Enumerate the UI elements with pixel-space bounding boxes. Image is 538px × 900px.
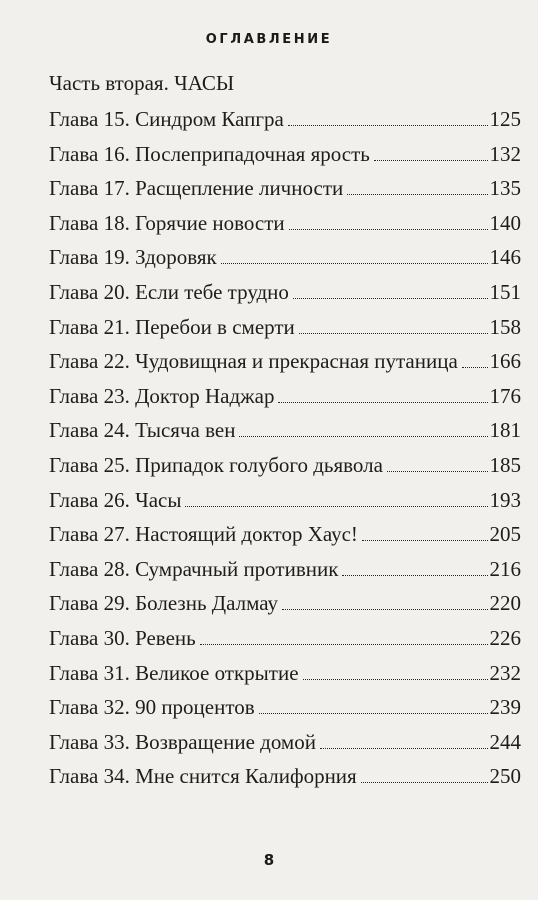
toc-entry-page: 158 bbox=[489, 314, 521, 339]
toc-entry-page: 244 bbox=[489, 729, 521, 754]
toc-entry bbox=[49, 278, 521, 313]
toc-entry-title: Глава 30. Ревень bbox=[49, 625, 196, 650]
toc-entry bbox=[49, 624, 521, 659]
toc-entry-title: Глава 29. Болезнь Далмау bbox=[49, 591, 278, 616]
toc-entry-page: 146 bbox=[489, 245, 521, 270]
toc-entry-title: Глава 34. Мне снится Калифорния bbox=[49, 764, 357, 789]
toc-dot-leader bbox=[303, 679, 488, 680]
toc-entry-page: 216 bbox=[489, 556, 521, 581]
toc-entry-page: 205 bbox=[489, 522, 521, 547]
toc-entry-page: 185 bbox=[489, 452, 521, 477]
toc-entry-title: Глава 23. Доктор Наджар bbox=[49, 383, 275, 408]
part-title: Часть вторая. ЧАСЫ bbox=[49, 71, 235, 95]
toc-entry-page: 151 bbox=[489, 279, 521, 304]
toc-entry bbox=[49, 728, 521, 763]
toc-entry bbox=[49, 762, 521, 797]
toc-dot-leader bbox=[347, 194, 487, 195]
toc-entry-title: Глава 15. Синдром Капгра bbox=[49, 107, 284, 131]
toc-dot-leader bbox=[282, 609, 488, 610]
toc-entry-page: 140 bbox=[489, 210, 521, 235]
toc-entry bbox=[49, 174, 521, 209]
toc-entry-page: 232 bbox=[489, 660, 521, 685]
toc-entry bbox=[49, 313, 521, 348]
toc-dot-leader bbox=[288, 125, 488, 126]
toc-entry-title: Глава 26. Часы bbox=[49, 487, 182, 512]
toc-entry-title: Глава 24. Тысяча вен bbox=[49, 418, 236, 443]
toc-entry bbox=[49, 347, 521, 382]
toc-entry bbox=[49, 693, 521, 728]
toc-dot-leader bbox=[289, 229, 488, 230]
toc-dot-leader bbox=[278, 402, 487, 403]
toc-dot-leader bbox=[362, 540, 488, 541]
toc-entry-title: Глава 18. Горячие новости bbox=[49, 210, 285, 235]
toc-entry bbox=[49, 105, 521, 140]
toc-dot-leader bbox=[259, 713, 488, 714]
toc-entry-page: 250 bbox=[489, 764, 521, 789]
toc-dot-leader bbox=[185, 506, 487, 507]
running-head: ОГЛАВЛЕНИЕ bbox=[205, 32, 333, 47]
toc-dot-leader bbox=[374, 160, 488, 161]
toc-entry-title: Глава 31. Великое открытие bbox=[49, 660, 299, 685]
toc-entry-page: 166 bbox=[489, 349, 521, 374]
toc-entry bbox=[49, 209, 521, 244]
toc-dot-leader bbox=[320, 748, 488, 749]
toc-entry bbox=[49, 555, 521, 590]
toc-entry bbox=[49, 416, 521, 451]
toc-entry-page: 176 bbox=[489, 383, 521, 408]
toc-entry-title: Глава 20. Если тебе трудно bbox=[49, 279, 289, 304]
page-number: 8 bbox=[263, 851, 275, 869]
toc-entry bbox=[49, 589, 521, 624]
toc-entry-title: Глава 21. Перебои в смерти bbox=[49, 314, 295, 339]
toc-entry-page: 181 bbox=[489, 418, 521, 443]
toc-entry-page: 193 bbox=[489, 487, 521, 512]
toc-dot-leader bbox=[387, 471, 488, 472]
toc-dot-leader bbox=[361, 782, 488, 783]
toc-dot-leader bbox=[293, 298, 488, 299]
toc-entry-title: Глава 22. Чудовищная и прекрасная путаница bbox=[49, 349, 458, 374]
toc-entry-title: Глава 28. Сумрачный противник bbox=[49, 556, 339, 581]
toc-entry-title: Глава 19. Здоровяк bbox=[49, 245, 217, 270]
toc-entry bbox=[49, 659, 521, 694]
table-of-contents bbox=[49, 105, 521, 797]
toc-entry bbox=[49, 451, 521, 486]
toc-entry-title: Глава 33. Возвращение домой bbox=[49, 729, 316, 754]
toc-entry bbox=[49, 520, 521, 555]
toc-dot-leader bbox=[342, 575, 487, 576]
toc-entry-page: 226 bbox=[489, 625, 521, 650]
toc-dot-leader bbox=[200, 644, 488, 645]
toc-entry-title: Глава 25. Припадок голубого дьявола bbox=[49, 452, 383, 477]
toc-entry-title: Глава 32. 90 процентов bbox=[49, 695, 255, 720]
toc-entry-page: 239 bbox=[489, 695, 521, 720]
toc-dot-leader bbox=[299, 333, 488, 334]
toc-entry-title: Глава 17. Расщепление личности bbox=[49, 176, 344, 201]
toc-entry-page: 220 bbox=[489, 591, 521, 616]
toc-entry-page: 132 bbox=[489, 141, 521, 166]
toc-entry bbox=[49, 382, 521, 417]
toc-dot-leader bbox=[462, 367, 488, 368]
toc-entry bbox=[49, 486, 521, 521]
toc-entry-page: 135 bbox=[489, 176, 521, 201]
toc-dot-leader bbox=[221, 263, 488, 264]
toc-entry-page: 125 bbox=[489, 107, 521, 131]
toc-entry bbox=[49, 243, 521, 278]
toc-entry bbox=[49, 140, 521, 175]
toc-entry-title: Глава 27. Настоящий доктор Хаус! bbox=[49, 522, 358, 547]
toc-entry-title: Глава 16. Послеприпадочная ярость bbox=[49, 141, 370, 166]
toc-dot-leader bbox=[239, 436, 487, 437]
